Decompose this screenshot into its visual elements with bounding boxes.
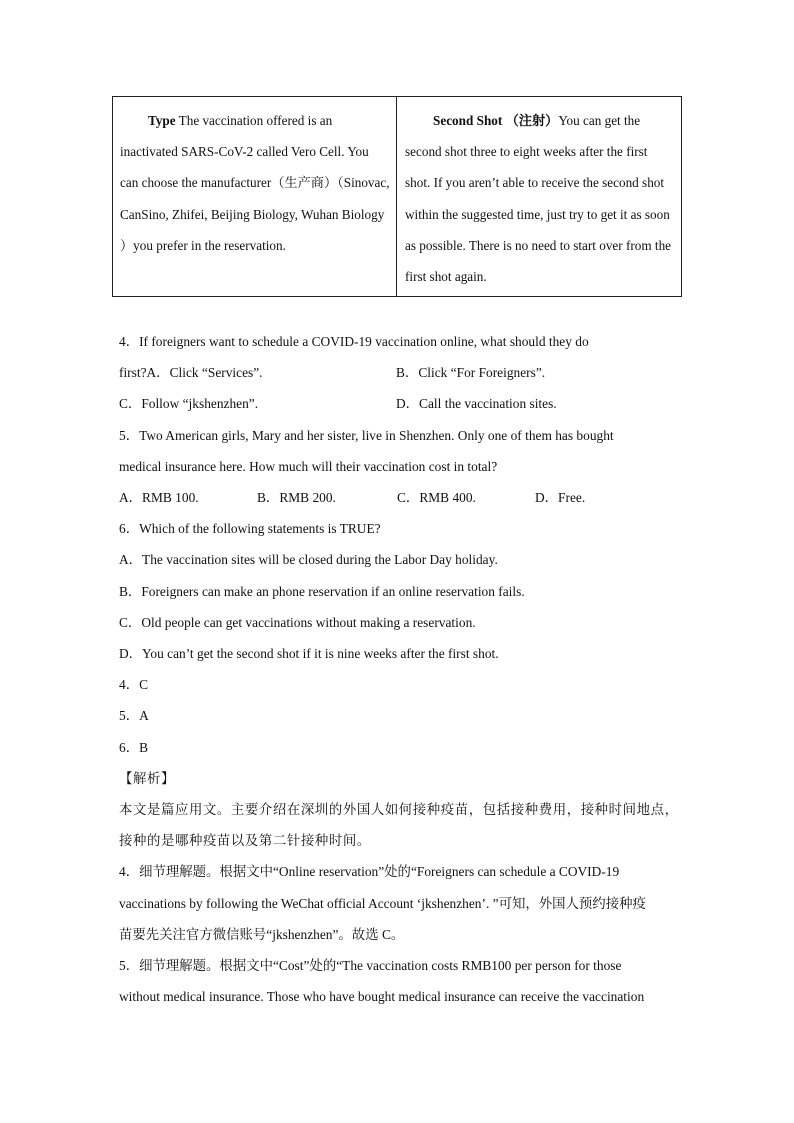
q5-option-c: C．RMB 400. — [397, 490, 476, 505]
answer-5: 5．A — [119, 708, 149, 723]
analysis-summary-line2: 接种的是哪种疫苗以及第二针接种时间。 — [119, 833, 371, 848]
q6-option-b: B．Foreigners can make an phone reservation if an online reservation fails. — [119, 584, 525, 599]
q4-stem-line2: first?A．Click “Services”. — [119, 365, 263, 380]
analysis-q5-line2: without medical insurance. Those who have bought medical insurance can receive the vaccination — [119, 989, 645, 1004]
type-heading: Type — [148, 113, 176, 128]
analysis-q5-line1: 5．细节理解题。根据文中“Cost”处的“The vaccination costs RMB100 per person for those — [119, 958, 622, 973]
q5-option-a: A．RMB 100. — [119, 490, 199, 505]
analysis-q4-line3: 苗要先关注官方微信账号“jkshenzhen”。故选 C。 — [119, 927, 405, 942]
q6-option-a: A．The vaccination sites will be closed during the Labor Day holiday. — [119, 552, 498, 567]
q6-stem: 6．Which of the following statements is TRUE? — [119, 521, 381, 536]
table-cell-type — [113, 97, 397, 297]
type-text: The vaccination offered is an inactivated SARS-CoV-2 called Vero Cell. You can choose the manufacturer（生产商）（Sinovac, CanSino, Zhifei, Beijing Biology, Wuhan Biology ）you prefer in the reservation. — [120, 113, 390, 253]
second-shot-text: You can get the second shot three to eight weeks after the first shot. If you aren’t able to receive the second shot within the suggested time, just try to get it as soon as possible. There is no need to start over from the first shot again. — [405, 113, 672, 285]
q6-option-c: C．Old people can get vaccinations without making a reservation. — [119, 615, 476, 630]
analysis-summary-line1: 本文是篇应用文。主要介绍在深圳的外国人如何接种疫苗，包括接种费用，接种时间地点， — [119, 802, 679, 817]
second-shot-heading: Second Shot （注射） — [433, 113, 559, 128]
q5-option-b: B．RMB 200. — [257, 490, 336, 505]
q5-stem-line1: 5．Two American girls, Mary and her sister, live in Shenzhen. Only one of them has bought — [119, 428, 614, 443]
table-cell-second-shot — [397, 97, 682, 297]
answer-4: 4．C — [119, 677, 149, 692]
q4-option-b: B．Click “For Foreigners”. — [396, 365, 546, 380]
q5-stem-line2: medical insurance here. How much will their vaccination cost in total? — [119, 459, 498, 474]
q4-option-c: C．Follow “jkshenzhen”. — [119, 396, 259, 411]
q5-option-d: D．Free. — [535, 490, 586, 505]
analysis-header: 【解析】 — [119, 771, 175, 786]
analysis-q4-line2: vaccinations by following the WeChat official Account ‘jkshenzhen’. ”可知，外国人预约接种疫 — [119, 896, 646, 911]
q4-stem-line1: 4．If foreigners want to schedule a COVID-19 vaccination online, what should they do — [119, 334, 589, 349]
q4-option-d: D．Call the vaccination sites. — [396, 396, 557, 411]
answer-6: 6．B — [119, 740, 149, 755]
q6-option-d: D．You can’t get the second shot if it is nine weeks after the first shot. — [119, 646, 499, 661]
info-table — [112, 96, 682, 297]
analysis-q4-line1: 4．细节理解题。根据文中“Online reservation”处的“Foreigners can schedule a COVID-19 — [119, 864, 620, 879]
